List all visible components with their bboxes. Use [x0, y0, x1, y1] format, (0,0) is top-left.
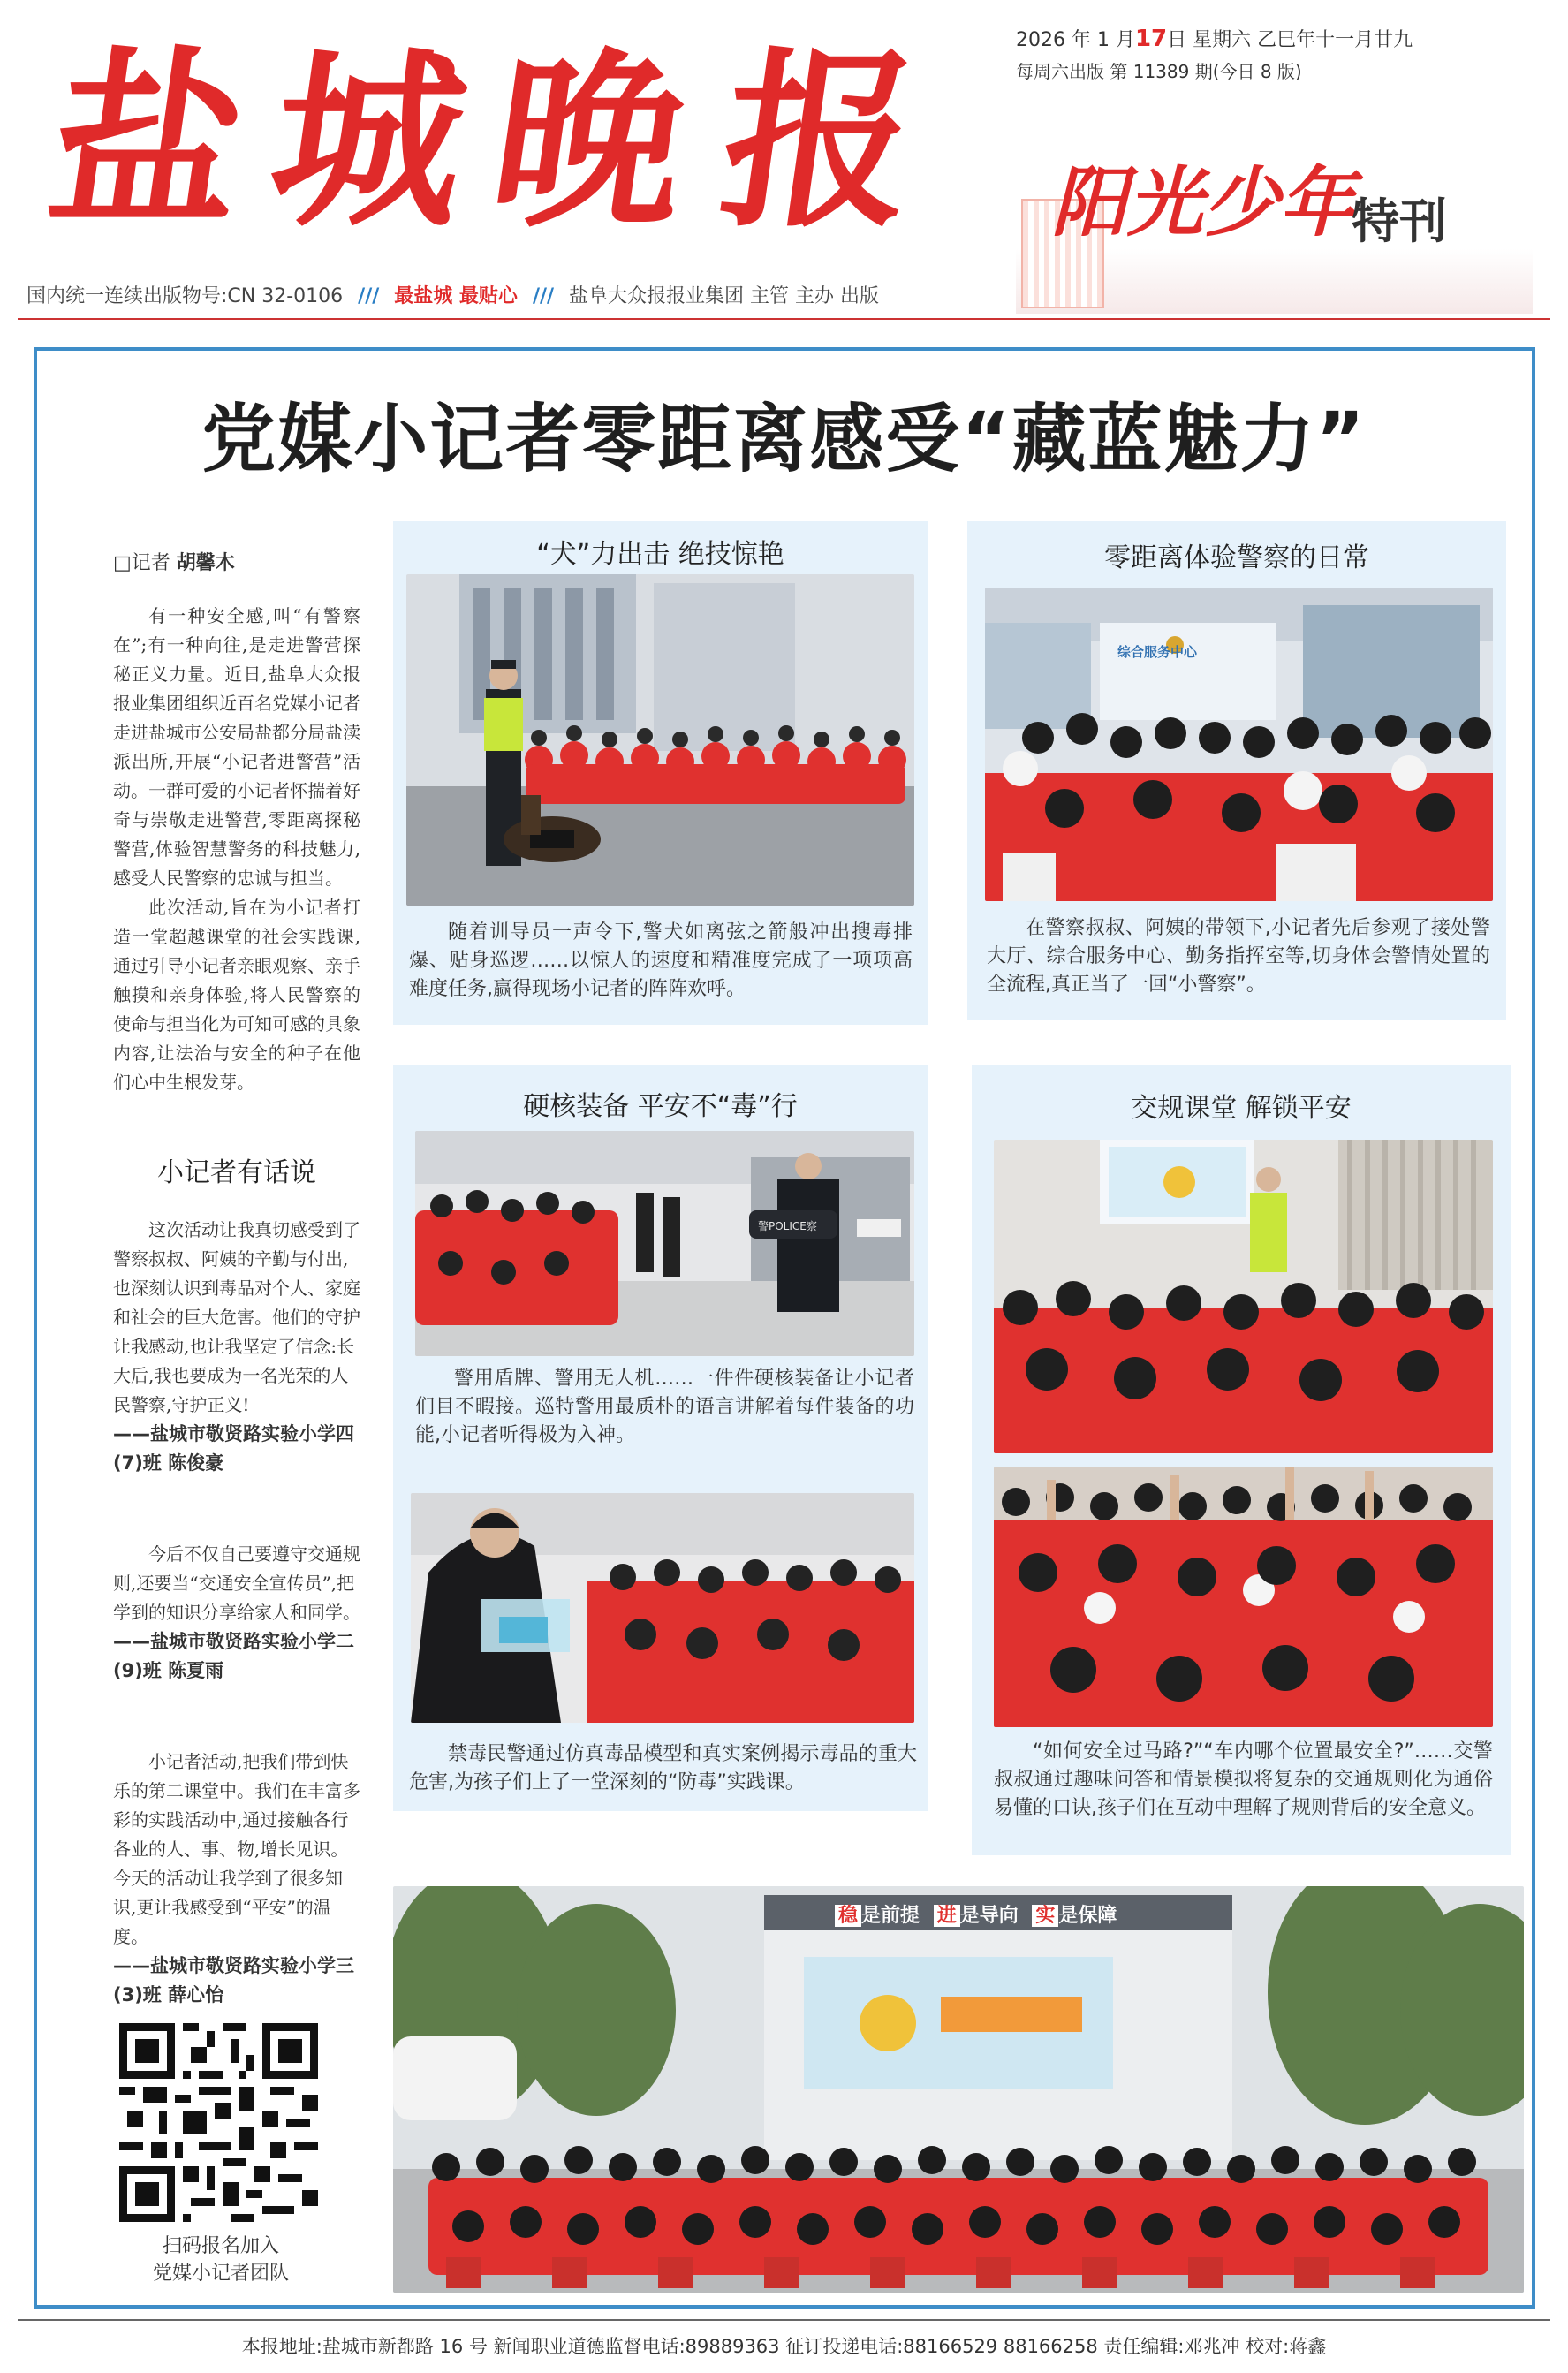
issue-date	[1016, 25, 1546, 83]
panel-traffic-class	[972, 1065, 1511, 1855]
section-title: 小记者有话说	[157, 1157, 316, 1188]
photo-caption: 警用盾牌、警用无人机……一件件硬核装备让小记者们目不暇接。巡特警用最质朴的语言讲解着每件装备的功能,小记者听得极为入神。	[415, 1368, 914, 1446]
footer-info: 本报地址:盐城市新都路 16 号 新闻职业道德监督电话:89889363 征订投递电话:88166529 88166258 责任编辑:邓兆冲 校对:蒋鑫	[241, 2336, 1327, 2357]
quote-signature: ——盐城市敬贤路实验小学二(9)班 陈夏雨	[113, 1631, 354, 1681]
special-subtitle: 特刊	[1352, 193, 1447, 249]
slogan-key: 进	[934, 1905, 960, 1927]
divider	[18, 2319, 1550, 2321]
slogan-text: 是保障	[1058, 1905, 1117, 1927]
slash-icon: ///	[532, 285, 555, 307]
body-paragraph: 有一种安全感,叫“有警察在”;有一种向往,是走进警营探秘正义力量。近日,盐阜大众报报业集团组织近百名党媒小记者走进盐城市公安局盐都分局盐渎派出所,开展“小记者进警营”活动。一群可爱的小记者怀揣着好奇与崇敬走进警营,零距离探秘警营,体验智慧警务的科技魅力,感受人民警察的忠诚与担当。	[113, 605, 360, 889]
photo-caption: “如何安全过马路?”“车内哪个位置最安全?”……交警叔叔通过趣味问答和情景模拟将复杂的交通规则化为通俗易懂的口诀,孩子们在互动中理解了规则背后的安全意义。	[994, 1740, 1493, 1819]
panel-title: 零距离体验警察的日常	[1104, 542, 1369, 573]
special-title: 阳光少年	[1051, 158, 1355, 247]
qr-caption-line: 扫码报名加入	[162, 2235, 279, 2257]
panel-title: 硬核装备 平安不“毒”行	[523, 1091, 798, 1122]
headline: 党媒小记者零距离感受“藏蓝魅力”	[201, 396, 1367, 482]
date-prefix: 2026 年 1 月	[1016, 29, 1135, 51]
publication-number: 国内统一连续出版物号:CN 32-0106	[27, 285, 344, 307]
masthead-logo	[37, 18, 963, 265]
building-slogan	[835, 1900, 1117, 1928]
divider	[18, 318, 1550, 320]
date-suffix: 日 星期六 乙巳年十一月廿九	[1167, 29, 1413, 51]
slogan-key: 稳	[835, 1905, 861, 1927]
slogan: 最盐城 最贴心	[394, 285, 518, 307]
slash-icon: ///	[358, 285, 380, 307]
masthead-char: 盐	[37, 29, 259, 253]
slogan-text: 是导向	[959, 1905, 1019, 1927]
quote-signature: ——盐城市敬贤路实验小学四(7)班 陈俊豪	[113, 1423, 354, 1474]
police-shield-text: 警POLICE察	[758, 1220, 817, 1232]
body-paragraph: 此次活动,旨在为小记者打造一堂超越课堂的社会实践课,通过引导小记者亲眼观察、亲手触摸和亲身体验,将人民警察的使命与担当化为可知可感的具象内容,让法治与安全的种子在他们心中生根发芽。	[113, 897, 360, 1093]
service-center-sign: 综合服务中心	[1117, 644, 1198, 660]
slogan-text: 是前提	[861, 1905, 920, 1927]
photo-anti-drug	[411, 1493, 914, 1723]
quote-text: 这次活动让我真切感受到了警察叔叔、阿姨的辛勤与付出,也深刻认识到毒品对个人、家庭和社会的巨大危害。他们的守护让我感动,也让我坚定了信念:长大后,我也要成为一名光荣的人民警察,守护正义!	[113, 1219, 360, 1415]
masthead-char: 城	[258, 29, 480, 253]
byline-label: □记者	[113, 552, 170, 574]
publication-info-line	[27, 281, 1546, 308]
photo-service-center	[985, 588, 1493, 901]
qr-code[interactable]	[119, 2023, 318, 2222]
photo-traffic-class	[994, 1140, 1493, 1453]
byline	[113, 548, 360, 575]
qr-caption-line: 党媒小记者团队	[152, 2263, 289, 2285]
photo-caption: 在警察叔叔、阿姨的带领下,小记者先后参观了接处警大厅、综合服务中心、勤务指挥室等,切身体会警情处置的全流程,真正当了一回“小警察”。	[987, 917, 1490, 996]
panel-equipment	[393, 1065, 928, 1811]
byline-name: 胡馨木	[176, 552, 235, 574]
edition-info: 每周六出版 第 11389 期(今日 8 版)	[1016, 61, 1302, 82]
photo-police-dog	[406, 574, 914, 906]
quote-text: 今后不仅自己要遵守交通规则,还要当“交通安全宣传员”,把学到的知识分享给家人和同学。	[113, 1543, 360, 1623]
panel-title: “犬”力出击 绝技惊艳	[536, 539, 784, 570]
photo-equipment	[415, 1131, 914, 1356]
photo-caption: 随着训导员一声令下,警犬如离弦之箭般冲出搜毒排爆、贴身巡逻……以惊人的速度和精准度完成了一项项高难度任务,赢得现场小记者的阵阵欢呼。	[409, 921, 913, 1000]
date-day: 17	[1134, 26, 1168, 52]
slogan-key: 实	[1032, 1905, 1058, 1927]
publisher: 盐阜大众报报业集团 主管 主办 出版	[569, 285, 880, 307]
masthead-char: 晚	[479, 29, 701, 253]
panel-police-dog	[393, 521, 928, 1025]
left-column	[113, 548, 360, 2072]
photo-classroom-hands	[994, 1467, 1493, 1727]
quote-signature: ——盐城市敬贤路实验小学三(3)班 薛心怡	[113, 1955, 354, 2005]
photo-group	[393, 1886, 1524, 2293]
qr-caption	[97, 2233, 345, 2287]
panel-service-center	[967, 521, 1506, 1020]
photo-caption: 禁毒民警通过仿真毒品模型和真实案例揭示毒品的重大危害,为孩子们上了一堂深刻的“防毒”实践课。	[409, 1743, 917, 1793]
quote-text: 小记者活动,把我们带到快乐的第二课堂中。我们在丰富多彩的实践活动中,通过接触各行各业的人、事、物,增长见识。今天的活动让我学到了很多知识,更让我感受到“平安”的温度。	[113, 1751, 360, 1947]
masthead-char: 报	[708, 29, 930, 253]
panel-title: 交规课堂 解锁平安	[1131, 1093, 1352, 1124]
